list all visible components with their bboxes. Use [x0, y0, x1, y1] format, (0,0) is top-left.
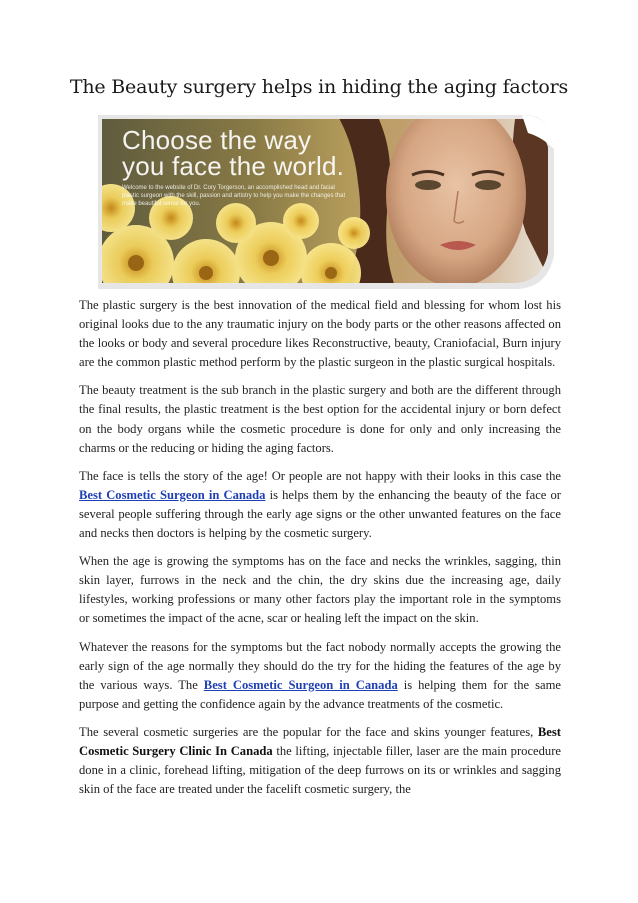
cosmetic-surgeon-link[interactable]: Best Cosmetic Surgeon in Canada: [79, 487, 266, 502]
paragraph: [79, 381, 561, 457]
paragraph-text: The face is tells the story of the age! Or people are not happy with their looks in this case the: [79, 468, 561, 483]
paragraph: [79, 638, 561, 714]
hero-banner-image: [96, 113, 554, 289]
paragraph-text: Whatever the reasons for the symptoms but the fact nobody normally accepts the growing the early sign of the age normally they should do the try for the hiding the features of the age by the various ways. The: [79, 639, 561, 692]
banner-text: [122, 127, 382, 208]
cosmetic-surgeon-link[interactable]: Best Cosmetic Surgeon in Canada: [203, 677, 398, 692]
paragraph: [79, 296, 561, 372]
paragraph-text: The several cosmetic surgeries are the popular for the face and skins younger features,: [79, 724, 538, 739]
paragraph-text: When the age is growing the symptoms has on the face and necks the wrinkles, sagging, thin skin layer, furrows in the neck and the chin, the dry skins due the increasing age, daily lifestyles, working professions or many other factors play the important role in the symptoms or sometimes the impact of the acne, scar or healing left the impact on the skin.: [79, 554, 561, 626]
banner-subtext: Welcome to the website of Dr. Cory Torgerson, an accomplished head and facial plastic surgeon with the skill, passion and artistry to help you make the changes that make beautiful sense for you.: [122, 185, 346, 207]
paragraph: [79, 723, 561, 799]
article-body: [79, 296, 561, 808]
paragraph: [79, 467, 561, 543]
paragraph-text: The beauty treatment is the sub branch in the plastic surgery and both are the different through the final results, the plastic treatment is the best option for the accidental injury or born defect on the body organs while the cosmetic procedure is done for only and only increasing the charms or the reducing or hiding the aging factors.: [79, 383, 561, 455]
paragraph-text: The plastic surgery is the best innovation of the medical field and blessing for whom lost his original looks due to the any traumatic injury on the body parts or the other reasons affected on the looks or body and several procedure likes Reconstructive, beauty, Craniofacial, Burn injury are the common plastic method perform by the plastic surgeon in the plastic surgical hospitals.: [79, 298, 561, 370]
paragraph: [79, 552, 561, 628]
banner-headline: Choose the way you face the world.: [122, 125, 345, 181]
paragraph-text: is helping them for the same purpose and getting the confidence again by the advance treatments of the cosmetic.: [79, 677, 561, 711]
paragraph-text: the lifting, injectable filler, laser are the main procedure done in a clinic, forehead lifting, mitigation of the deep furrows on its or wrinkles and sagging skin of the face are treated under the facelift cosmetic surgery, the: [79, 743, 561, 797]
paragraph-text: is helps them by the enhancing the beauty of the face or several people suffering through the early age signs or the other unwanted features on the face and necks then doctors is helping by the cosmetic surgery.: [79, 487, 561, 541]
document-title: The Beauty surgery helps in hiding the aging factors: [69, 76, 569, 98]
clinic-bold-text: Best Cosmetic Surgery Clinic In Canada: [79, 724, 561, 758]
